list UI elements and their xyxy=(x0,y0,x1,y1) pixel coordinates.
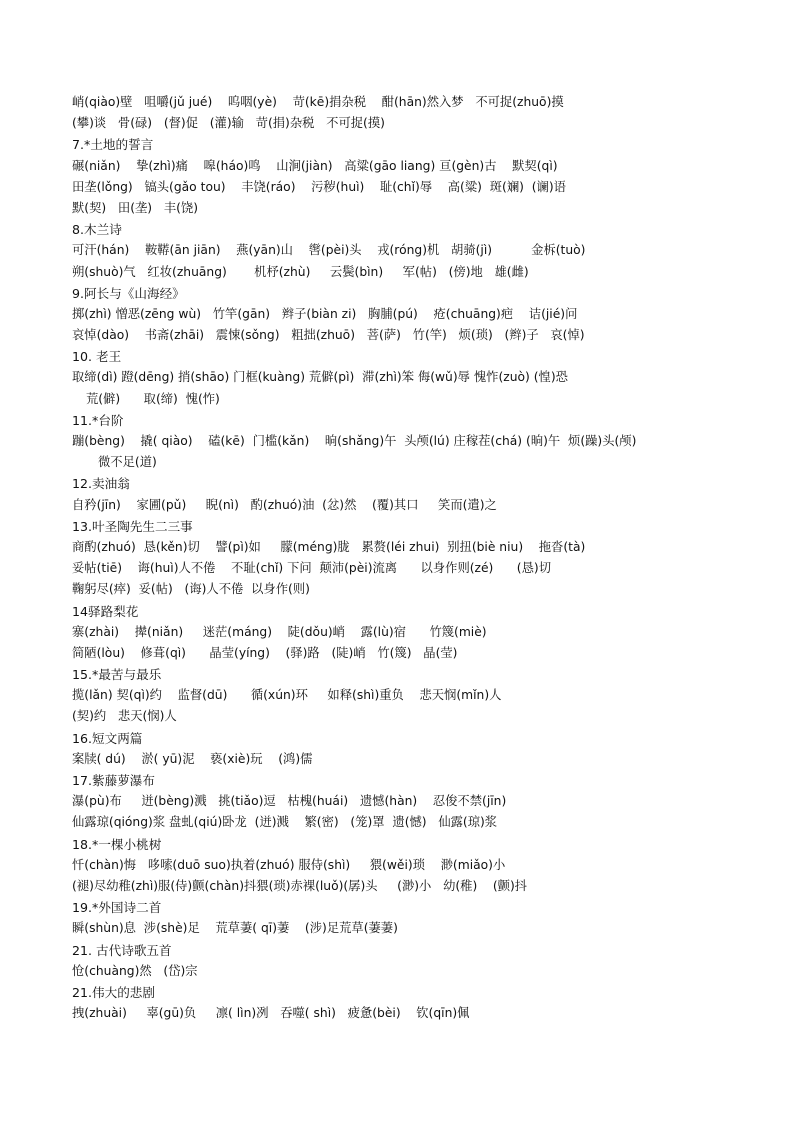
vocabulary-line: 微不足(道) xyxy=(98,455,157,470)
section-heading: 10. 老王 xyxy=(72,349,122,365)
section-heading: 13.叶圣陶先生二三事 xyxy=(72,518,193,534)
vocabulary-line: 妥帖(tiē) 诲(huì)人不倦 不耻(chǐ) 下问 颠沛(pèi)流离 以身作则(zé) (恳)切 xyxy=(72,561,551,576)
vocabulary-line: 掷(zhì) 憎恶(zēng wù) 竹竿(gān) 辫子(biàn zi) 胸脯(pú) 疮(chuāng)疤 诘(jié)问 xyxy=(72,306,578,321)
vocabulary-line: 哀悼(dào) 书斋(zhāi) 震悚(sǒng) 粗拙(zhuō) 菩(萨) 竹(竿) 烦(琐) (辫)子 哀(悼) xyxy=(72,328,585,343)
vocabulary-line: 拽(zhuài) 辜(gū)负 凛( lìn)冽 吞噬( shì) 疲惫(bèi) 钦(qīn)佩 xyxy=(72,1006,470,1021)
section-heading: 17.紫藤萝瀑布 xyxy=(72,773,155,788)
section-heading: 9.阿长与《山海经》 xyxy=(72,285,185,301)
vocabulary-line: 可汗(hán) 鞍鞯(ān jiān) 燕(yān)山 辔(pèi)头 戎(róng)机 胡骑(jì) 金柝(tuò) xyxy=(72,243,586,258)
vocabulary-line: 瞬(shùn)息 涉(shè)足 荒草萋( qī)萋 (涉)足荒草(萋萋) xyxy=(72,921,398,936)
section-heading: 15.*最苦与最乐 xyxy=(72,667,162,683)
vocabulary-line: 简陋(lòu) 修葺(qì) 晶莹(yíng) (驿)路 (陡)峭 竹(篾) 晶(莹) xyxy=(72,645,458,660)
vocabulary-line: 峭(qiào)壁 咀嚼(jǔ jué) 呜咽(yè) 苛(kē)捐杂税 酣(hān)然入梦 不可捉(zhuō)摸 xyxy=(72,95,564,109)
vocabulary-line: 仙露琼(qióng)浆 盘虬(qiú)卧龙 (迸)溅 繁(密) (笼)罩 遗(憾) 仙露(琼)浆 xyxy=(72,815,498,830)
section-heading: 16.短文两篇 xyxy=(72,730,143,746)
section-heading: 21. 古代诗歌五首 xyxy=(72,942,172,958)
section-heading: 19.*外国诗二首 xyxy=(72,900,162,916)
vocabulary-line: 默(契) 田(垄) 丰(饶) xyxy=(72,200,199,215)
section-heading: 11.*台阶 xyxy=(72,412,124,428)
section-heading: 14驿路梨花 xyxy=(72,603,139,619)
vocabulary-line: 朔(shuò)气 红妆(zhuāng) 机杼(zhù) 云鬓(bìn) 军(帖) (傍)地 雄(雌) xyxy=(72,264,529,279)
vocabulary-line: 揽(lǎn) 契(qì)约 监督(dū) 循(xún)环 如释(shì)重负 悲天悯(mǐn)人 xyxy=(72,688,502,703)
vocabulary-line: 田垄(lǒng) 镐头(gǎo tou) 丰饶(ráo) 污秽(huì) 耻(chǐ)辱 高(粱) 斑(斓) (谰)语 xyxy=(72,179,566,194)
vocabulary-line: (褪)尽幼稚(zhì)服(侍)颤(chàn)抖猥(琐)赤裸(luǒ)(孱)头 (渺)小 幼(稚) (颤)抖 xyxy=(72,878,528,893)
section-heading: 12.卖油翁 xyxy=(72,476,130,492)
vocabulary-line: 瀑(pù)布 迸(bèng)溅 挑(tiǎo)逗 枯槐(huái) 遗憾(hàn) 忍俊不禁(jīn) xyxy=(72,794,507,809)
vocabulary-line: 忏(chàn)悔 哆嗦(duō suo)执着(zhuó) 服侍(shì) 猥(wěi)琐 渺(miǎo)小 xyxy=(72,857,506,872)
vocabulary-line: 自矜(jīn) 家圃(pǔ) 睨(nì) 酌(zhuó)油 (忿)然 (覆)其口 笑而(遣)之 xyxy=(72,497,497,512)
vocabulary-line: 案牍( dú) 淤( yū)泥 亵(xiè)玩 (鸿)儒 xyxy=(72,751,313,766)
section-heading: 18.*一棵小桃树 xyxy=(72,836,162,852)
vocabulary-line: 荒(僻) 取(缔) 愧(怍) xyxy=(86,391,220,406)
vocabulary-line: (契)约 悲天(悯)人 xyxy=(72,709,177,724)
vocabulary-line: 怆(chuàng)然 (岱)宗 xyxy=(72,963,198,978)
vocabulary-line: 取缔(dì) 蹬(dēng) 捎(shāo) 门框(kuàng) 荒僻(pì) 滞(zhì)笨 侮(wǔ)辱 愧怍(zuò) (惶)恐 xyxy=(72,370,568,385)
section-heading: 7.*土地的誓言 xyxy=(72,137,154,153)
section-heading: 21.伟大的悲剧 xyxy=(72,984,155,1000)
vocabulary-line: 蹦(bèng) 撬( qiào) 磕(kē) 门槛(kǎn) 晌(shǎng)午 头颅(lú) 庄稼茬(chá) (晌)午 烦(躁)头(颅) xyxy=(72,434,637,448)
vocabulary-line: 碾(niǎn) 挚(zhì)痛 嗥(háo)鸣 山涧(jiàn) 高粱(gāo liang) 亘(gèn)古 默契(qì) xyxy=(72,158,558,173)
vocabulary-line: 鞠躬尽(瘁) 妥(帖) (诲)人不倦 以身作(则) xyxy=(72,582,310,597)
vocabulary-line: 寨(zhài) 撵(niǎn) 迷茫(máng) 陡(dǒu)峭 露(lù)宿 竹篾(miè) xyxy=(72,624,487,639)
vocabulary-line: 商酌(zhuó) 恳(kěn)切 譬(pì)如 朦(méng)胧 累赘(léi zhui) 别扭(biè niu) 拖沓(tà) xyxy=(72,539,586,554)
vocabulary-line: (攀)谈 骨(碌) (督)促 (灌)输 苛(捐)杂税 不可捉(摸) xyxy=(72,116,385,131)
vocabulary-document xyxy=(72,92,752,1024)
section-heading: 8.木兰诗 xyxy=(72,222,122,238)
